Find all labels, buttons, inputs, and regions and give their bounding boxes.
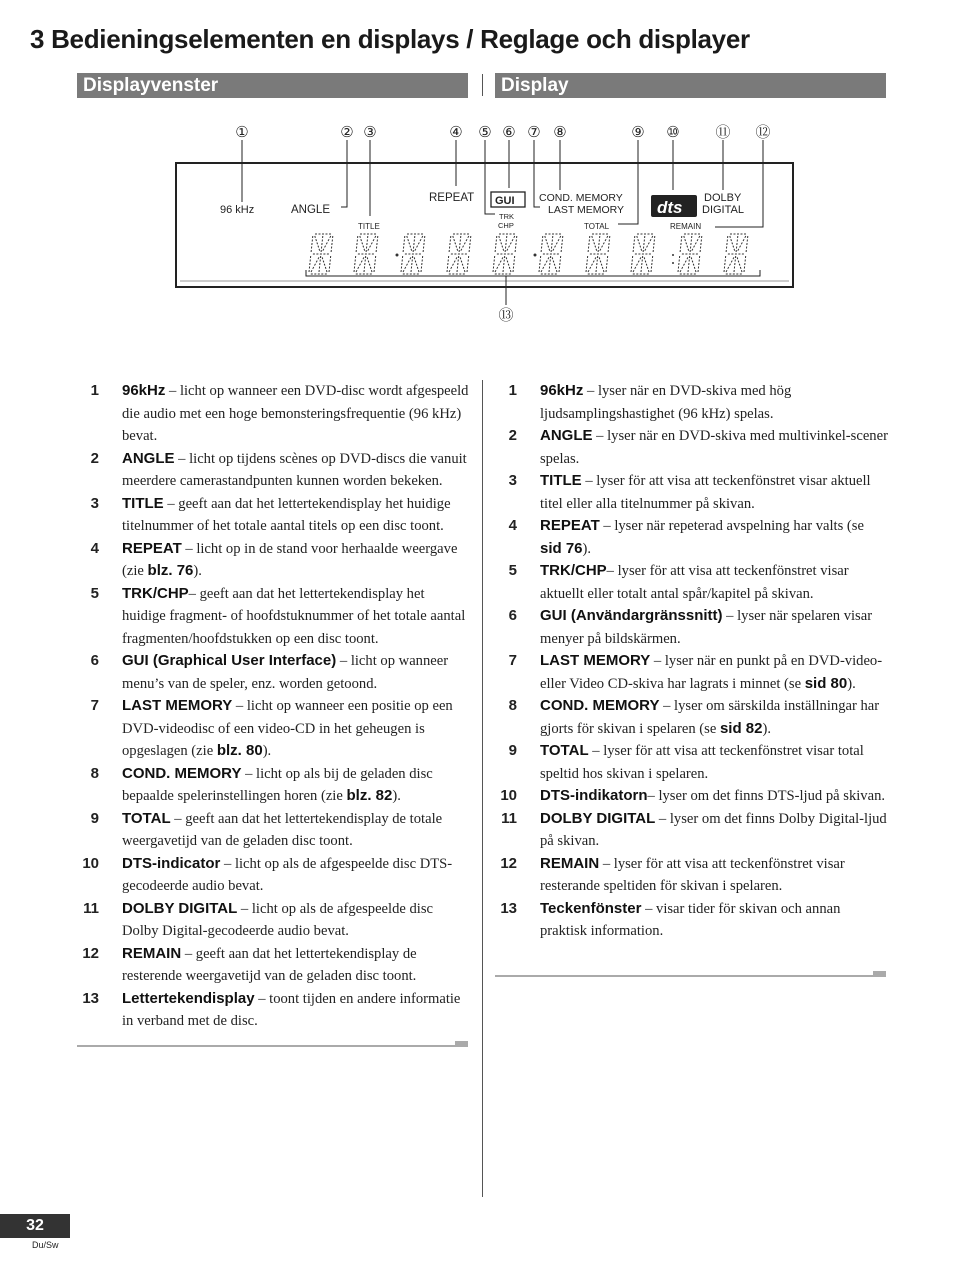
label-title: TITLE — [358, 222, 380, 231]
left-item-7 — [77, 695, 471, 763]
item-term: LAST MEMORY — [122, 697, 233, 714]
display-diagram — [0, 110, 954, 330]
item-description: – licht op wanneer een DVD-disc wordt afgespeeld die audio met een hoge bemonsteringsfrequentie (96 kHz) bevat. — [122, 383, 469, 444]
label-96khz: 96 kHz — [220, 204, 255, 216]
item-term: GUI (Graphical User Interface) — [122, 652, 337, 669]
item-term: 96kHz — [540, 382, 584, 399]
section-heading-left: Displayvenster — [77, 73, 468, 98]
item-number: 5 — [508, 562, 517, 579]
item-description: – licht op als de afgespeelde disc DTS-gecodeerde audio bevat. — [122, 855, 453, 894]
right-item-5 — [495, 560, 889, 605]
page-number: 32 — [0, 1214, 70, 1238]
dts-logo-text: dts — [657, 198, 683, 217]
item-number: 8 — [90, 764, 99, 782]
item-number: 8 — [508, 697, 517, 714]
item-number: 12 — [82, 944, 99, 962]
right-item-3 — [495, 470, 889, 515]
item-description: – lyser för att visa att teckenfönstret visar resterande speltiden för skivan i spelaren. — [540, 855, 845, 894]
item-term: DTS-indicator — [122, 854, 221, 872]
callout-8: ⑧ — [553, 124, 567, 141]
section-heading-right: Display — [495, 73, 886, 98]
left-end-marker — [455, 1041, 468, 1047]
label-remain: REMAIN — [670, 222, 702, 231]
display-window-figure — [0, 110, 954, 330]
left-column — [77, 380, 471, 1033]
left-item-11 — [77, 898, 471, 943]
item-term: ANGLE — [540, 427, 593, 444]
left-item-2 — [77, 448, 471, 493]
item-description: – lyser när en DVD-skiva med hög ljudsamplingshastighet (96 kHz) spelas. — [540, 383, 792, 422]
item-description: – lyser om det finns Dolby Digital-ljud på skivan. — [540, 810, 887, 849]
left-item-3 — [77, 493, 471, 538]
item-term: TOTAL — [122, 809, 171, 827]
segment-char-4 — [447, 234, 471, 274]
right-item-9 — [495, 740, 889, 785]
callout-9: ⑨ — [631, 124, 645, 141]
callout-1: ① — [235, 124, 249, 141]
left-item-4 — [77, 538, 471, 583]
item-number: 10 — [82, 854, 99, 872]
item-number: 3 — [508, 472, 517, 489]
callout-2: ② — [340, 124, 354, 141]
item-number: 10 — [500, 787, 517, 804]
right-item-10 — [495, 785, 889, 808]
left-item-list — [77, 380, 471, 1033]
segment-char-2 — [354, 234, 378, 274]
segment-char-1 — [309, 234, 333, 274]
item-description: – licht op tijdens scènes op DVD-discs die vanuit meerdere camerastandpunten kunnen worden bekeken. — [122, 450, 467, 489]
right-item-12 — [495, 853, 889, 898]
item-term: DTS-indikatorn — [540, 787, 648, 804]
page-title: 3 Bedieningselementen en displays / Reglage och displayer — [30, 24, 750, 54]
item-term: TITLE — [540, 472, 582, 489]
left-item-9 — [77, 808, 471, 853]
item-number: 13 — [500, 899, 517, 917]
page-reference: blz. 80 — [216, 742, 263, 759]
label-repeat: REPEAT — [429, 192, 475, 204]
item-term: DOLBY DIGITAL — [540, 809, 656, 827]
item-number: 6 — [508, 607, 517, 624]
item-number: 2 — [90, 449, 99, 467]
segment-char-9 — [678, 234, 702, 274]
callout-5: ⑤ — [478, 124, 492, 141]
item-term: ANGLE — [122, 449, 175, 467]
item-description: – lyser om det finns DTS-ljud på skivan. — [647, 788, 886, 804]
item-description: – geeft aan dat het lettertekendisplay de resterende weergavetijd van de geladen disc toont. — [122, 945, 417, 984]
item-description: – lyser när en DVD-skiva med multivinkel-scener spelas. — [540, 428, 888, 467]
item-term: TOTAL — [540, 742, 589, 759]
item-description: – lyser för att visa att teckenfönstret visar total speltid hos skivan i spelaren. — [540, 743, 864, 782]
page-reference: sid 80 — [804, 674, 848, 692]
language-code: Du/Sw — [32, 1240, 59, 1250]
item-description: – lyser när spelaren visar menyer på bildskärmen. — [540, 608, 873, 647]
item-description: – licht op als de afgespeelde disc Dolby Digital-gecodeerde audio bevat. — [122, 900, 434, 939]
item-description: ). — [262, 743, 272, 759]
item-number: 11 — [83, 899, 99, 917]
item-term: GUI (Användargränssnitt) — [540, 607, 723, 624]
right-item-13 — [495, 898, 889, 943]
item-description: – lyser för att visa att teckenfönstret visar aktuell titel eller alla titelnummer på skivan. — [540, 473, 871, 512]
item-description: – lyser när en punkt på en DVD-video- eller Video CD-skiva har lagrats i minnet (se — [540, 653, 883, 692]
left-end-rule — [77, 1045, 468, 1047]
item-term: TRK/CHP — [540, 562, 607, 579]
item-number: 5 — [90, 584, 99, 602]
segment-char-7 — [586, 234, 610, 274]
item-term: REMAIN — [122, 944, 182, 962]
item-description: ). — [392, 788, 401, 804]
callout-11: ⑪ — [715, 124, 731, 141]
item-description: – lyser när repeterad avspelning har valts (se — [599, 518, 864, 534]
item-term: TRK/CHP — [122, 584, 189, 602]
item-description: – visar tider för skivan och annan praktisk information. — [540, 900, 841, 939]
item-description: ). — [582, 540, 592, 557]
item-term: TITLE — [122, 494, 164, 512]
callout-6: ⑥ — [502, 124, 516, 141]
heading-divider — [482, 74, 483, 96]
label-cond-memory: COND. MEMORY — [539, 192, 623, 204]
label-chp: CHP — [498, 221, 514, 230]
segment-char-5 — [493, 234, 517, 274]
item-term: REMAIN — [540, 854, 600, 872]
callout-4: ④ — [449, 124, 463, 141]
segment-char-3 — [401, 234, 425, 274]
item-number: 9 — [90, 809, 99, 827]
left-item-10 — [77, 853, 471, 898]
item-term: Lettertekendisplay — [122, 989, 255, 1007]
item-description: ). — [762, 720, 771, 737]
item-number: 2 — [508, 427, 517, 444]
left-item-1 — [77, 380, 471, 448]
item-term: COND. MEMORY — [540, 697, 660, 714]
segment-char-10 — [724, 234, 748, 274]
item-number: 4 — [508, 517, 517, 534]
item-description: ). — [847, 675, 856, 692]
right-item-list — [495, 380, 889, 943]
item-term: DOLBY DIGITAL — [122, 899, 238, 917]
label-trk: TRK — [499, 212, 514, 221]
label-gui: GUI — [495, 195, 515, 207]
right-item-2 — [495, 425, 889, 470]
page-reference: sid 76 — [540, 539, 583, 557]
item-number: 12 — [500, 854, 517, 872]
right-item-8 — [495, 695, 889, 740]
item-number: 7 — [90, 697, 99, 714]
right-end-rule — [495, 975, 886, 977]
right-column — [495, 380, 889, 943]
label-last-memory: LAST MEMORY — [548, 204, 625, 216]
column-divider — [482, 380, 483, 1197]
item-number: 13 — [82, 989, 99, 1007]
page-reference: sid 82 — [719, 719, 763, 737]
left-item-13 — [77, 988, 471, 1033]
item-number: 6 — [90, 652, 99, 669]
label-angle: ANGLE — [291, 204, 330, 216]
item-term: LAST MEMORY — [540, 652, 651, 669]
item-description: – geeft aan dat het lettertekendisplay het huidige titelnummer of het totale aantal titels op een disc toont. — [122, 495, 451, 534]
item-term: 96kHz — [122, 382, 166, 399]
segment-char-8 — [631, 234, 655, 274]
right-item-4 — [495, 515, 889, 560]
item-number: 1 — [508, 382, 517, 399]
item-description: – licht op wanneer menu’s van de speler, enz. worden getoond. — [122, 653, 449, 692]
right-item-7 — [495, 650, 889, 695]
right-item-1 — [495, 380, 889, 425]
item-number: 11 — [501, 809, 517, 827]
item-term: Teckenfönster — [540, 899, 642, 917]
item-description: ). — [193, 563, 202, 579]
item-description: – lyser om särskilda inställningar har gjorts för skivan i spelaren (se — [540, 698, 880, 737]
page-reference: blz. 76 — [147, 562, 194, 579]
right-item-6 — [495, 605, 889, 650]
label-dolby: DOLBY — [704, 192, 742, 204]
item-description: – geeft aan dat het lettertekendisplay het huidige fragment- of hoofdstuknummer of het totale aantal fragmenten/hoofdstukken op een disc toont. — [122, 585, 466, 647]
item-description: – licht op wanneer een positie op een DVD-videodisc of een video-CD in het geheugen is opgeslagen (zie — [122, 698, 453, 759]
item-description: – geeft aan dat het lettertekendisplay de totale weergavetijd van de geladen disc toont. — [122, 810, 443, 849]
left-item-5 — [77, 583, 471, 651]
item-number: 3 — [90, 494, 99, 512]
item-number: 1 — [90, 382, 99, 399]
item-term: REPEAT — [122, 539, 182, 557]
page-reference: blz. 82 — [346, 787, 393, 804]
item-term: COND. MEMORY — [122, 764, 242, 782]
callout-13: ⑬ — [498, 307, 514, 324]
item-description: – lyser för att visa att teckenfönstret visar aktuellt eller totalt antal spår/kapitel på skivan. — [540, 563, 849, 602]
item-number: 9 — [508, 742, 517, 759]
item-number: 4 — [90, 539, 99, 557]
callout-3: ③ — [363, 124, 377, 141]
callout-12: ⑫ — [755, 124, 771, 141]
right-item-11 — [495, 808, 889, 853]
segment-char-6 — [539, 234, 563, 274]
item-description: – licht op in de stand voor herhaalde weergave (zie — [122, 540, 458, 579]
left-item-6 — [77, 650, 471, 695]
item-description: – licht op als bij de geladen disc bepaalde spelerinstellingen horen (zie — [122, 765, 433, 804]
right-end-marker — [873, 971, 886, 977]
left-item-12 — [77, 943, 471, 988]
callout-10: ⑩ — [666, 124, 680, 141]
left-item-8 — [77, 763, 471, 808]
callout-7: ⑦ — [527, 124, 541, 141]
item-number: 7 — [508, 652, 517, 669]
item-description: – toont tijden en andere informatie in verband met de disc. — [122, 990, 461, 1029]
label-total: TOTAL — [584, 222, 610, 231]
item-term: REPEAT — [540, 517, 600, 534]
label-digital: DIGITAL — [702, 204, 744, 216]
